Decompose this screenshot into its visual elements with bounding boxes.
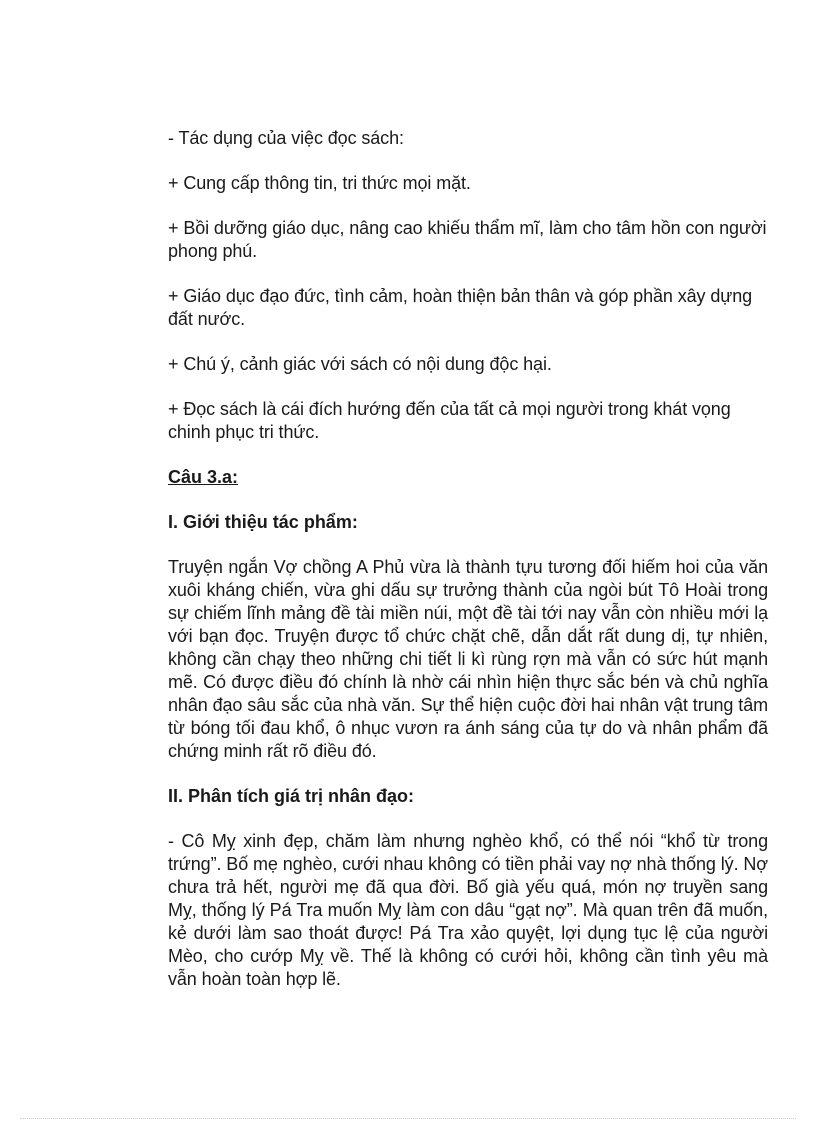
- paragraph-caution-harmful-books: + Chú ý, cảnh giác với sách có nội dung độc hại.: [168, 354, 552, 374]
- question-heading: Câu 3.a:: [168, 467, 239, 487]
- paragraph-analysis: - Cô Mỵ xinh đẹp, chăm làm nhưng nghèo khổ, có thể nói “khổ từ trong trứng”. Bố mẹ nghèo, cưới nhau không có tiền phải vay nợ nhà thống lý. Nợ chưa trả hết, người mẹ đã qua đời. Bố già yếu quá, món nợ truyền sang Mỵ, thống lý Pá Tra muốn Mỵ làm con dâu “gạt nợ”. Mà quan trên đã muốn, kẻ dưới làm sao thoát được! Pá Tra xảo quyệt, lợi dụng tục lệ của người Mèo, cho cướp Mỵ về. Thế là không có cưới hỏi, không cần tình yêu mà vẫn hoàn toàn hợp lẽ.: [168, 831, 768, 989]
- page-bottom-divider: [20, 1118, 796, 1119]
- paragraph-knowledge-aspiration: + Đọc sách là cái đích hướng đến của tất cả mọi người trong khát vọng chinh phục tri thức.: [168, 399, 731, 442]
- section-heading-analysis: II. Phân tích giá trị nhân đạo:: [168, 786, 415, 806]
- paragraph-introduction: Truyện ngắn Vợ chồng A Phủ vừa là thành tựu tương đối hiếm hoi của văn xuôi kháng chiến, vừa ghi dấu sự trưởng thành của ngòi bút Tô Hoài trong sự chiếm lĩnh mảng đề tài miền núi, một đề tài tới nay vẫn còn nhiều mới lạ với bạn đọc. Truyện được tổ chức chặt chẽ, dẫn dắt rất dung dị, tự nhiên, không cần chạy theo những chi tiết li kì rùng rợn mà vẫn có sức hút mạnh mẽ. Có được điều đó chính là nhờ cái nhìn hiện thực sắc bén và chủ nghĩa nhân đạo sâu sắc của nhà văn. Sự thể hiện cuộc đời hai nhân vật trung tâm từ bóng tối đau khổ, ô nhục vươn ra ánh sáng của tự do và nhân phẩm đã chứng minh rất rõ điều đó.: [168, 557, 768, 761]
- document-page: [168, 127, 768, 1013]
- paragraph-provide-information: + Cung cấp thông tin, tri thức mọi mặt.: [168, 173, 471, 193]
- section-heading-introduction: I. Giới thiệu tác phẩm:: [168, 512, 358, 532]
- paragraph-moral-education: + Giáo dục đạo đức, tình cảm, hoàn thiện bản thân và góp phần xây dựng đất nước.: [168, 286, 753, 329]
- paragraph-aesthetic-education: + Bồi dưỡng giáo dục, nâng cao khiếu thẩm mĩ, làm cho tâm hồn con người phong phú.: [168, 218, 767, 261]
- paragraph-reading-effects: - Tác dụng của việc đọc sách:: [168, 128, 404, 148]
